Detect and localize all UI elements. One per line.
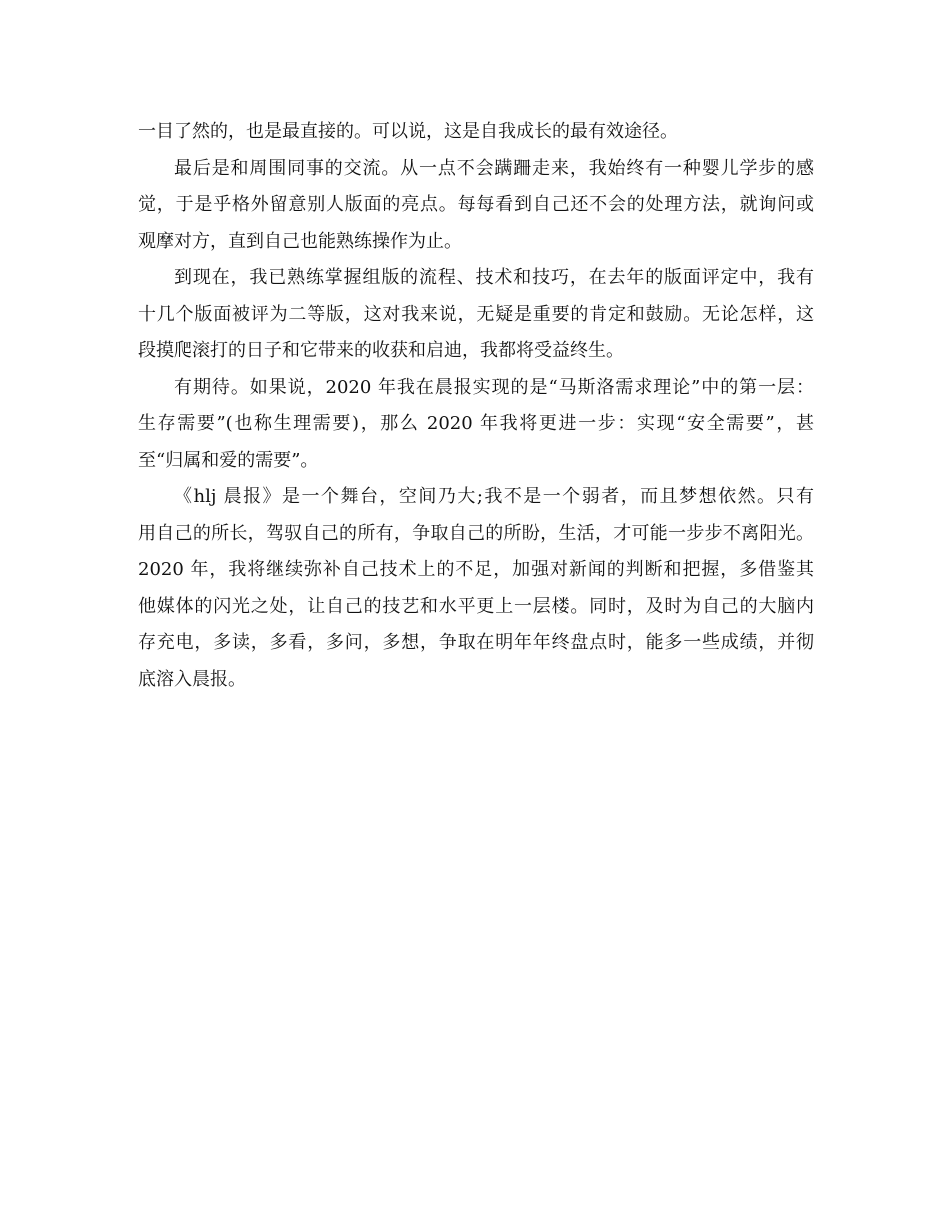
paragraph-3: [138, 264, 814, 364]
text-line: 观摩对方，直到自己也能熟练操作为止。: [138, 230, 462, 252]
text-line: 底溶入晨报。: [138, 668, 246, 690]
text-line: 到现在，我已熟练掌握组版的流程、技术和技巧，在去年的版面评定中，我有: [174, 267, 814, 288]
text-line: 有期待。如果说，2020 年我在晨报实现的是“马斯洛需求理论”中的第一层：: [174, 376, 814, 398]
paragraph-4: [138, 374, 814, 474]
text-line: 十几个版面被评为二等版，这对我来说，无疑是重要的肯定和鼓励。无论怎样，这: [138, 303, 814, 325]
text-line: 段摸爬滚打的日子和它带来的收获和启迪，我都将受益终生。: [138, 340, 624, 361]
text-line: 一目了然的，也是最直接的。可以说，这是自我成长的最有效途径。: [138, 121, 678, 142]
text-line: 生存需要”(也称生理需要)，那么 2020 年我将更进一步：实现“安全需要”，甚: [138, 413, 814, 434]
paragraph-2: [138, 155, 814, 255]
text-line: 最后是和周围同事的交流。从一点不会蹒跚走来，我始终有一种婴儿学步的感: [174, 157, 814, 179]
text-line: 2020 年，我将继续弥补自己技术上的不足，加强对新闻的判断和把握，多借鉴其: [138, 559, 814, 580]
paragraph-5: [138, 483, 814, 693]
text-line: 至“归属和爱的需要”。: [138, 449, 319, 471]
text-line: 他媒体的闪光之处，让自己的技艺和水平更上一层楼。同时，及时为自己的大脑内: [138, 595, 814, 617]
document-body: [138, 118, 814, 702]
text-line: 存充电，多读，多看，多问，多想，争取在明年年终盘点时，能多一些成绩，并彻: [138, 632, 814, 653]
paragraph-1: [138, 118, 814, 145]
text-line: 用自己的所长，驾驭自己的所有，争取自己的所盼，生活，才可能一步步不离阳光。: [138, 522, 814, 544]
text-line: 《hlj 晨报》是一个舞台，空间乃大;我不是一个弱者，而且梦想依然。只有: [174, 486, 814, 507]
text-line: 觉，于是乎格外留意别人版面的亮点。每每看到自己还不会的处理方法，就询问或: [138, 194, 814, 215]
